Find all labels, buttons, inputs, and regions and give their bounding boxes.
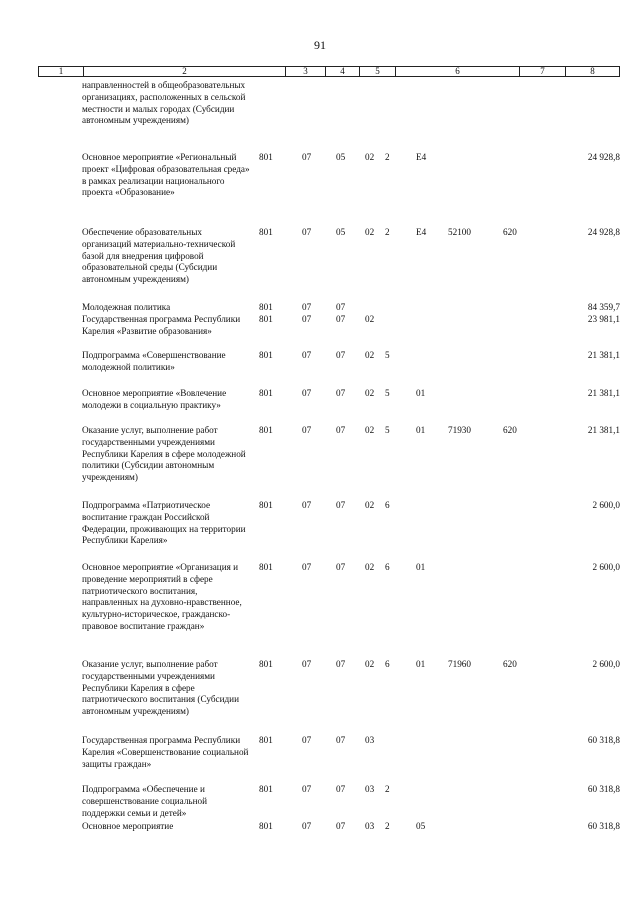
row-col6-part2: 2	[385, 227, 390, 237]
row-col6-part1: 02	[365, 350, 375, 360]
row-col6-part1: 02	[365, 152, 375, 162]
row-col8: 24 928,8	[587, 152, 620, 162]
row-col6-part1: 02	[365, 562, 375, 572]
row-col8: 2 600,0	[592, 500, 620, 510]
row-col3: 801	[259, 302, 273, 312]
row-col4: 07	[302, 659, 312, 669]
row-col3: 801	[259, 659, 273, 669]
header-col-7: 7	[519, 67, 565, 76]
row-col8: 84 359,7	[587, 302, 620, 312]
row-col6-part1: 02	[365, 425, 375, 435]
row-col6-part3: 01	[416, 562, 426, 572]
row-col3: 801	[259, 350, 273, 360]
row-name: Государственная программа Республики Карелия «Совершенствование социальной защиты граждан»	[82, 735, 249, 769]
row-name: Подпрограмма «Совершенствование молодежной политики»	[82, 350, 226, 372]
row-col4: 07	[302, 784, 312, 794]
header-col-5: 5	[359, 67, 395, 76]
row-col6-part3: 01	[416, 659, 426, 669]
row-col8: 60 318,8	[587, 821, 620, 831]
header-col-4: 4	[325, 67, 359, 76]
row-col6-part2: 2	[385, 784, 390, 794]
row-col6-part1: 03	[365, 821, 375, 831]
row-col5: 07	[336, 784, 346, 794]
row-col8: 21 381,1	[587, 350, 620, 360]
row-col8: 23 981,1	[587, 314, 620, 324]
row-col4: 07	[302, 425, 312, 435]
row-col3: 801	[259, 784, 273, 794]
row-col5: 07	[336, 302, 346, 312]
row-col6-part2: 5	[385, 350, 390, 360]
row-col6-part2: 6	[385, 500, 390, 510]
row-col5: 07	[336, 500, 346, 510]
row-col8: 60 318,8	[587, 784, 620, 794]
row-col5: 05	[336, 227, 346, 237]
row-col8: 21 381,1	[587, 388, 620, 398]
row-col6-part3: E4	[416, 227, 427, 237]
row-col5: 07	[336, 314, 346, 324]
row-col6-part2: 6	[385, 659, 390, 669]
row-col6-part3: 01	[416, 388, 426, 398]
row-name: Основное мероприятие	[82, 821, 174, 831]
row-col6-part1: 02	[365, 659, 375, 669]
row-col8: 24 928,8	[587, 227, 620, 237]
header-col-8: 8	[565, 67, 619, 76]
row-name: Подпрограмма «Патриотическое воспитание граждан Российской Федерации, проживающих на территории Республики Карелия»	[82, 500, 246, 546]
row-col3: 801	[259, 152, 273, 162]
row-col8: 2 600,0	[592, 562, 620, 572]
row-name: Основное мероприятие «Региональный проект «Цифровая образовательная среда» в рамках реализации национального проекта «Образование»	[82, 152, 250, 198]
row-col6-part4: 71960	[448, 659, 471, 669]
row-col7: 620	[503, 425, 517, 435]
row-name: Подпрограмма «Обеспечение и совершенствование социальной поддержки семьи и детей»	[82, 784, 208, 818]
row-col8: 60 318,8	[587, 735, 620, 745]
row-col3: 801	[259, 735, 273, 745]
row-col4: 07	[302, 314, 312, 324]
row-col6-part1: 02	[365, 388, 375, 398]
row-col6-part1: 03	[365, 735, 375, 745]
row-name: Оказание услуг, выполнение работ государственными учреждениями Республики Карелия в сфере молодежной политики (Субсидии автономным учреждениям)	[82, 425, 246, 483]
row-col3: 801	[259, 500, 273, 510]
row-name: Государственная программа Республики Карелия «Развитие образования»	[82, 314, 241, 336]
row-col7: 620	[503, 659, 517, 669]
row-col4: 07	[302, 302, 312, 312]
header-col-1: 1	[58, 66, 64, 76]
row-col3: 801	[259, 314, 273, 324]
row-col6-part3: 05	[416, 821, 426, 831]
row-col6-part1: 02	[365, 227, 375, 237]
row-col5: 07	[336, 562, 346, 572]
row-col6-part4: 52100	[448, 227, 471, 237]
row-col6-part2: 5	[385, 388, 390, 398]
header-col-6: 6	[395, 67, 519, 76]
row-col6-part2: 5	[385, 425, 390, 435]
row-col4: 07	[302, 562, 312, 572]
row-name: направленностей в общеобразовательных организациях, расположенных в сельской местности и малых городах (Субсидии автономным учреждениям)	[82, 80, 246, 126]
row-col3: 801	[259, 425, 273, 435]
row-col5: 07	[336, 659, 346, 669]
header-col-2: 2	[83, 67, 285, 76]
row-col6-part3: E4	[416, 152, 427, 162]
row-col8: 21 381,1	[587, 425, 620, 435]
row-col5: 07	[336, 821, 346, 831]
row-col5: 07	[336, 425, 346, 435]
row-name: Молодежная политика	[82, 302, 171, 312]
row-col6-part1: 02	[365, 500, 375, 510]
row-col6-part1: 02	[365, 314, 375, 324]
row-col4: 07	[302, 227, 312, 237]
row-col3: 801	[259, 227, 273, 237]
row-name: Оказание услуг, выполнение работ государственными учреждениями Республики Карелия в сфере патриотического воспитания (Субсидии автономным учреждениям)	[82, 659, 240, 717]
page-number: 91	[314, 38, 326, 52]
row-col5: 05	[336, 152, 346, 162]
row-name: Основное мероприятие «Организация и проведение мероприятий в сфере патриотического воспитания, направленных на духовно-нравственное, культурно-историческое, гражданско-правовое воспитание граждан»	[82, 562, 242, 631]
table-header	[38, 66, 620, 77]
row-col4: 07	[302, 735, 312, 745]
row-col4: 07	[302, 500, 312, 510]
row-col4: 07	[302, 350, 312, 360]
row-col6-part4: 71930	[448, 425, 471, 435]
row-col6-part2: 2	[385, 821, 390, 831]
row-col3: 801	[259, 821, 273, 831]
header-col-3: 3	[285, 67, 325, 76]
row-col8: 2 600,0	[592, 659, 620, 669]
row-col6-part3: 01	[416, 425, 426, 435]
row-col5: 07	[336, 350, 346, 360]
row-col6-part2: 6	[385, 562, 390, 572]
row-col3: 801	[259, 562, 273, 572]
row-col3: 801	[259, 388, 273, 398]
row-col4: 07	[302, 388, 312, 398]
row-name: Основное мероприятие «Вовлечение молодежи в социальную практику»	[82, 388, 227, 410]
row-col5: 07	[336, 735, 346, 745]
row-col5: 07	[336, 388, 346, 398]
row-col7: 620	[503, 227, 517, 237]
row-col4: 07	[302, 821, 312, 831]
row-col6-part2: 2	[385, 152, 390, 162]
row-col4: 07	[302, 152, 312, 162]
row-col6-part1: 03	[365, 784, 375, 794]
row-name: Обеспечение образовательных организаций материально-технической базой для внедрения цифровой образовательной среды (Субсидии автономным учреждениям)	[82, 227, 236, 285]
